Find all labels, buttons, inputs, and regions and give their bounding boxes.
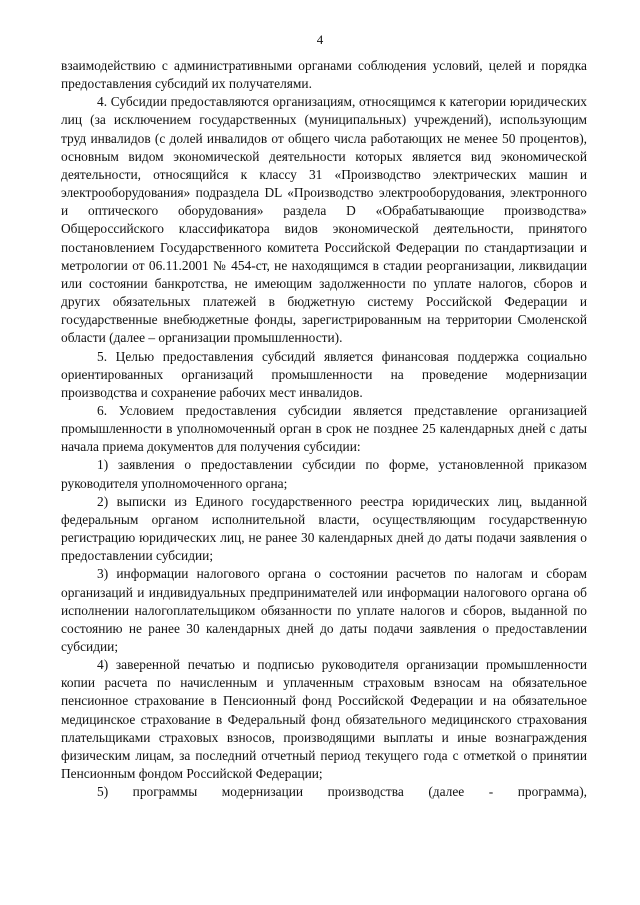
paragraph-6-subsidy-conditions: 6. Условием предоставления субсидии является представление организацией промышленности в уполномоченный орган в срок не позднее 25 календарных дней с даты начала приема документов для получения субсидии: — [61, 402, 587, 455]
paragraph-5-subsidy-purpose: 5. Целью предоставления субсидий является финансовая поддержка социально ориентированных организаций промышленности на проведение модернизации производства и сохранение рабочих мест инвалидов. — [61, 348, 587, 400]
list-item-4-insurance-calculation: 4) заверенной печатью и подписью руководителя организации промышленности копии расчета по начисленным и уплаченным страховым взносам на обязательное пенсионное страхование в Пенсионный фонд Российской Федерации и на обязательное медицинское страхование в Федеральный фонд обязательного медицинского страхования плательщиками страховых взносов, производящими выплаты и иные вознаграждения физическим лицам, за последний отчетный период текущего года с отметкой о принятии Пенсионным фондом Российской Федерации; — [61, 657, 587, 782]
list-item-5-modernization-program: 5) программы модернизации производства (далее - программа), — [97, 784, 587, 800]
paragraph-4-subsidy-recipients: 4. Субсидии предоставляются организациям, относящимся к категории юридических лиц (за исключением государственных (муниципальных) учреждений), использующим труд инвалидов (с долей инвалидов от общего числа работающих не менее 50 процентов), основным видом экономической деятельности которых является вид экономической деятельности, относящийся к классу 31 «Производство электрических машин и электрооборудования» подраздела DL «Производство электрооборудования, электронного и оптического оборудования» раздела D «Обрабатывающие производства» Общероссийского классификатора видов экономической деятельности, принятого постановлением Государственного комитета Российской Федерации по стандартизации и метрологии от 06.11.2001 № 454-ст, не находящимся в стадии реорганизации, ликвидации или состоянии банкротства, не имеющим задолженности по уплате налогов, сборов и других обязательных платежей в бюджетную систему Российской Федерации и государственные внебюджетные фонды, зарегистрированным на территории Смоленской области (далее – организации промышленности). — [61, 94, 587, 346]
list-item-3-tax-information: 3) информации налогового органа о состоянии расчетов по налогам и сборам организаций и индивидуальных предпринимателей или информации налогового органа об исполнении налогоплательщиком обязанности по уплате налогов и сборов, выданной по состоянию не ранее 30 календарных дней до даты подачи заявления о предоставлении субсидии; — [61, 566, 587, 654]
list-item-1-application: 1) заявления о предоставлении субсидии по форме, установленной приказом руководителя уполномоченного органа; — [61, 457, 587, 491]
paragraph-continuation: взаимодействию с административными органами соблюдения условий, целей и порядка предоставления субсидий их получателями. — [61, 58, 587, 92]
page-number: 4 — [316, 32, 324, 47]
document-body — [61, 57, 587, 801]
list-item-2-registry-extract: 2) выписки из Единого государственного реестра юридических лиц, выданной федеральным органом исполнительной власти, осуществляющим государственную регистрацию юридических лиц, не ранее 30 календарных дней до даты подачи заявления о предоставлении субсидии; — [61, 493, 587, 564]
